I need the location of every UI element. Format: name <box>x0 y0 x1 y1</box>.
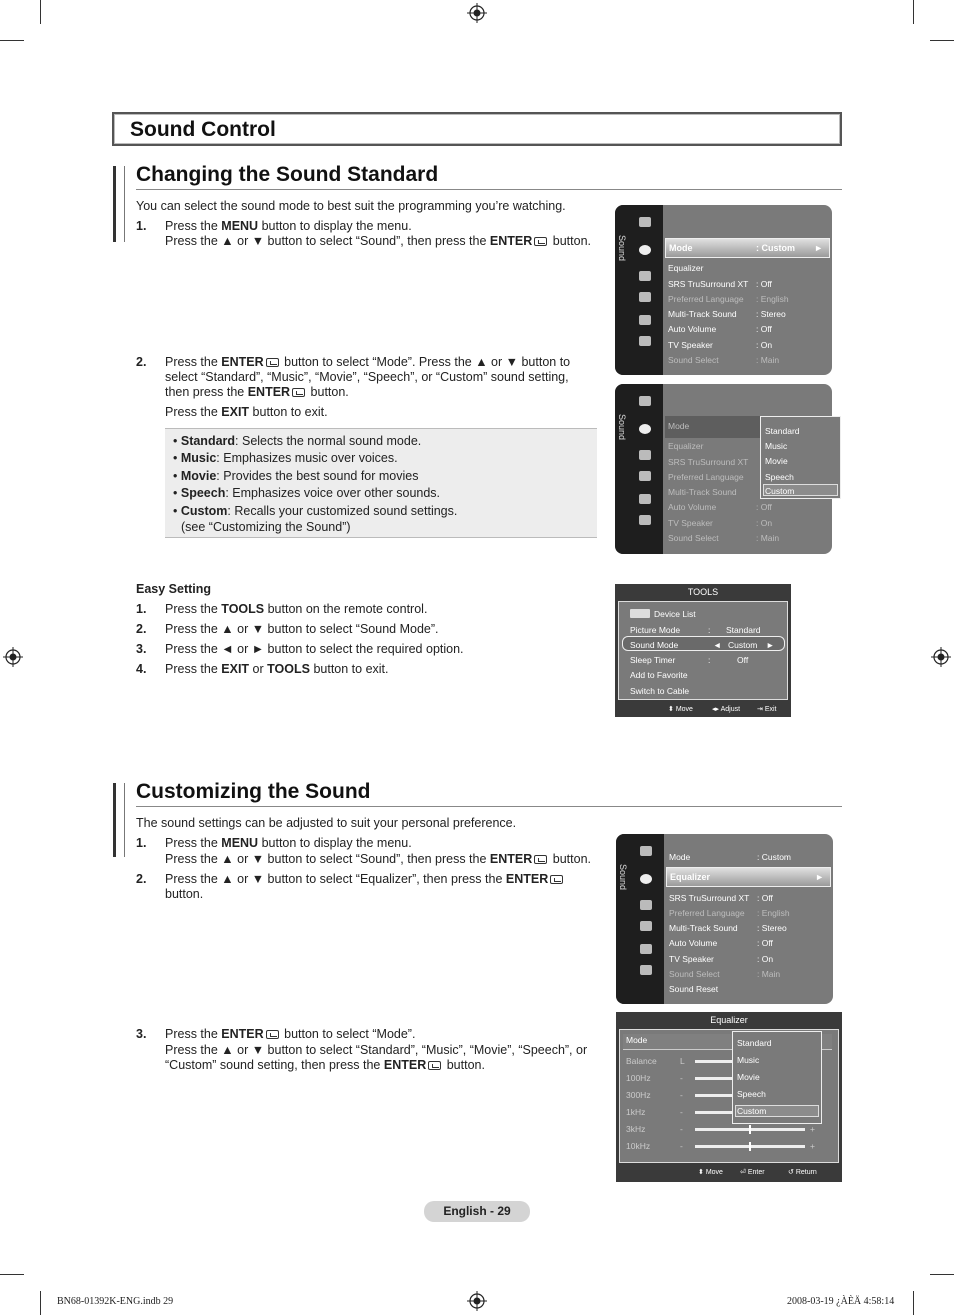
arrow-left-icon: ◄ <box>713 640 722 650</box>
footer-file: BN68-01392K-ENG.indb 29 <box>57 1296 174 1307</box>
menu-item: Multi-Track Sound <box>668 487 737 497</box>
crop-mark <box>0 1274 24 1275</box>
popup-option[interactable]: Movie <box>765 456 788 466</box>
popup-option[interactable]: Speech <box>765 472 794 482</box>
sec2-step3-line3: “Custom” sound setting, then press the ENTER button. <box>165 1058 485 1072</box>
anynet-logo-icon <box>630 609 650 618</box>
note-box <box>165 428 597 538</box>
crop-mark <box>913 1291 914 1315</box>
note-speech: • Speech: Emphasizes voice over other sounds. <box>173 486 441 500</box>
crop-mark <box>930 1274 954 1275</box>
easy-step-num: 4. <box>136 662 147 676</box>
eq-band-label[interactable]: 300Hz <box>626 1090 651 1100</box>
menu-item: Mode <box>668 421 690 431</box>
setup-icon <box>639 292 651 302</box>
sec1-rule <box>136 189 842 190</box>
sound-mode-popup <box>760 416 841 499</box>
sec1-step2-line2: select “Standard”, “Music”, “Movie”, “Speech”, or “Custom” sound setting, <box>165 370 569 384</box>
eq-band-start: L <box>680 1056 685 1066</box>
eq-band-label[interactable]: 1kHz <box>626 1107 646 1117</box>
enter-icon <box>428 1061 441 1070</box>
enter-icon <box>292 388 305 397</box>
note-music: • Music: Emphasizes music over voices. <box>173 451 398 465</box>
eq-mode-popup <box>732 1031 822 1124</box>
easy-step-num: 3. <box>136 642 147 656</box>
note-movie: • Movie: Provides the best sound for movies <box>173 469 419 483</box>
eq-band-label[interactable]: 100Hz <box>626 1073 651 1083</box>
menu-sidebar <box>615 384 663 554</box>
easy-step-num: 2. <box>136 622 147 636</box>
registration-mark-icon <box>467 3 487 23</box>
eq-band-start: - <box>680 1124 683 1134</box>
popup-option[interactable]: Standard <box>765 426 800 436</box>
note-standard: • Standard: Selects the normal sound mode. <box>173 434 422 448</box>
popup-option[interactable]: Movie <box>737 1072 760 1082</box>
application-icon <box>639 336 651 346</box>
registration-mark-icon <box>931 647 951 667</box>
input-icon <box>639 494 651 504</box>
menu-item[interactable]: Multi-Track Sound : Stereo <box>669 923 787 933</box>
menu-item[interactable]: Auto Volume : Off <box>668 324 772 334</box>
input-icon <box>640 944 652 954</box>
picture-icon <box>639 396 651 406</box>
sound-icon <box>640 874 652 884</box>
sec1-step1-num: 1. <box>136 219 147 233</box>
menu-sidebar <box>616 834 664 1004</box>
eq-band-end: + <box>810 1141 815 1151</box>
popup-option[interactable]: Music <box>737 1055 760 1065</box>
eq-move-hint: ⬍ Move <box>698 1169 723 1176</box>
eq-band-start: - <box>680 1090 683 1100</box>
sec2-step3-num: 3. <box>136 1027 147 1041</box>
tv-sound-menu-equalizer <box>616 834 833 1004</box>
eq-band-start: - <box>680 1141 683 1151</box>
enter-icon <box>534 855 547 864</box>
section-title-box <box>112 112 842 146</box>
menu-item[interactable]: SRS TruSurround XT : Off <box>668 279 772 289</box>
application-icon <box>639 515 651 525</box>
enter-icon <box>534 237 547 246</box>
menu-item: Preferred Language : English <box>669 908 790 918</box>
menu-item: TV Speaker : On <box>668 518 773 528</box>
easy-step-3: Press the ◄ or ► button to select the required option. <box>165 642 464 656</box>
crop-mark <box>40 1291 41 1315</box>
menu-item: Sound Select : Main <box>668 355 780 365</box>
arrow-right-icon: ► <box>814 243 823 253</box>
equalizer-title: Equalizer <box>710 1015 748 1025</box>
tools-picture-mode[interactable]: Picture Mode : Standard <box>630 625 761 635</box>
menu-item: Equalizer <box>668 441 704 451</box>
crop-mark <box>0 40 24 41</box>
sec1-step1-line2: Press the ▲ or ▼ button to select “Sound”, then press the ENTER button. <box>165 234 591 248</box>
setup-icon <box>639 471 651 481</box>
eq-enter-hint: ⏎ Enter <box>740 1169 765 1176</box>
menu-item[interactable]: TV Speaker : On <box>669 954 774 964</box>
tools-sound-mode[interactable]: Sound Mode ◄ Custom ► <box>630 640 775 650</box>
menu-item[interactable]: Equalizer <box>668 263 704 273</box>
eq-band-end: + <box>810 1124 815 1134</box>
footer-timestamp: 2008-03-19 ¿ÀÈÄ 4:58:14 <box>787 1296 895 1307</box>
menu-item: Sound Select : Main <box>669 969 781 979</box>
crop-mark <box>40 0 41 24</box>
arrow-right-icon: ► <box>766 640 775 650</box>
registration-mark-icon <box>467 1291 487 1311</box>
menu-item: Preferred Language : English <box>668 294 789 304</box>
enter-icon <box>550 875 563 884</box>
sec2-rule <box>136 806 842 807</box>
eq-band-label[interactable]: 3kHz <box>626 1124 646 1134</box>
menu-item[interactable]: Multi-Track Sound : Stereo <box>668 309 786 319</box>
menu-item[interactable]: SRS TruSurround XT : Off <box>669 893 773 903</box>
sec2-step3-line2: Press the ▲ or ▼ button to select “Standard”, “Music”, “Movie”, “Speech”, or <box>165 1043 588 1057</box>
picture-icon <box>639 217 651 227</box>
eq-band-start: - <box>680 1107 683 1117</box>
easy-step-num: 1. <box>136 602 147 616</box>
easy-step-4: Press the EXIT or TOOLS button to exit. <box>165 662 389 676</box>
menu-side-label: Sound <box>618 864 628 891</box>
tools-exit-hint: ⇥ Exit <box>757 706 777 713</box>
sec1-title: Changing the Sound Standard <box>136 163 439 186</box>
sec1-step2-line1: Press the ENTER button to select “Mode”. Press the ▲ or ▼ button to <box>165 355 571 369</box>
channel-icon <box>639 271 651 281</box>
menu-item-mode[interactable]: Mode : Custom ► <box>665 238 830 258</box>
menu-item[interactable]: TV Speaker : On <box>668 340 773 350</box>
enter-icon <box>266 358 279 367</box>
setup-icon <box>640 921 652 931</box>
channel-icon <box>639 450 651 460</box>
sec2-step2-line1: Press the ▲ or ▼ button to select “Equalizer”, then press the ENTER <box>165 872 565 887</box>
channel-icon <box>640 900 652 910</box>
tools-sleep-timer[interactable]: Sleep Timer : Off <box>630 655 749 665</box>
side-bar <box>113 783 116 857</box>
picture-icon <box>640 846 652 856</box>
eq-band-start: - <box>680 1073 683 1083</box>
note-custom-ref: (see “Customizing the Sound”) <box>181 520 351 534</box>
tools-move-hint: ⬍ Move <box>668 706 693 713</box>
eq-mode-label[interactable]: Mode <box>626 1035 648 1045</box>
section-title: Sound Control <box>130 118 276 141</box>
popup-option[interactable]: Speech <box>737 1089 766 1099</box>
menu-item-equalizer[interactable]: Equalizer ► <box>666 867 831 887</box>
sec2-step3-line1: Press the ENTER button to select “Mode”. <box>165 1027 416 1041</box>
menu-side-label: Sound <box>617 235 627 262</box>
input-icon <box>639 315 651 325</box>
sec1-step1-line1: Press the MENU button to display the menu. <box>165 219 412 233</box>
menu-side-label: Sound <box>617 414 627 441</box>
tools-switch-cable[interactable]: Switch to Cable <box>630 686 690 696</box>
eq-band-knob[interactable] <box>749 1125 751 1134</box>
menu-item: Auto Volume : Off <box>668 502 772 512</box>
sec2-step2-num: 2. <box>136 872 147 886</box>
menu-item: Preferred Language <box>668 472 744 482</box>
sec1-intro: You can select the sound mode to best suit the programming you’re watching. <box>136 199 566 213</box>
popup-option[interactable]: Standard <box>737 1038 772 1048</box>
menu-item[interactable]: Sound Reset <box>669 984 719 994</box>
menu-item[interactable]: Mode : Custom <box>669 852 792 862</box>
side-bar <box>124 783 125 857</box>
sec2-intro: The sound settings can be adjusted to suit your personal preference. <box>136 816 517 830</box>
sec1-step2-num: 2. <box>136 355 147 369</box>
tools-title: TOOLS <box>687 587 719 597</box>
eq-band-knob[interactable] <box>749 1142 751 1151</box>
menu-sidebar <box>615 205 663 375</box>
tools-adjust-hint: ◂▸ Adjust <box>712 706 741 713</box>
crop-mark <box>913 0 914 24</box>
sec2-step1-line1: Press the MENU button to display the menu. <box>165 836 412 850</box>
registration-mark-icon <box>3 647 23 667</box>
page-number-badge: English - 29 <box>424 1201 530 1222</box>
tools-add-favorite[interactable]: Add to Favorite <box>630 670 688 680</box>
arrow-right-icon: ► <box>815 872 824 882</box>
menu-item[interactable]: Auto Volume : Off <box>669 938 773 948</box>
sec1-step2-line3: then press the ENTER button. <box>165 385 349 399</box>
easy-step-1: Press the TOOLS button on the remote control. <box>165 602 428 616</box>
side-bar <box>124 166 125 242</box>
menu-item: SRS TruSurround XT <box>668 457 749 467</box>
note-custom: • Custom: Recalls your customized sound settings. <box>173 504 458 518</box>
popup-option[interactable]: Music <box>765 441 788 451</box>
sec2-title: Customizing the Sound <box>136 780 371 803</box>
sec1-step2-line4: Press the EXIT button to exit. <box>165 405 328 419</box>
popup-option[interactable]: Custom <box>765 486 795 496</box>
sound-icon <box>639 245 651 255</box>
tools-list <box>618 601 788 700</box>
application-icon <box>640 965 652 975</box>
tools-device-list[interactable]: Device List <box>654 609 696 619</box>
eq-return-hint: ↺ Return <box>788 1169 817 1176</box>
eq-band-label[interactable]: 10kHz <box>626 1141 651 1151</box>
easy-step-2: Press the ▲ or ▼ button to select “Sound Mode”. <box>165 622 439 636</box>
sound-icon <box>639 424 651 434</box>
tools-panel <box>615 584 791 717</box>
side-bar <box>113 166 116 242</box>
popup-option[interactable]: Custom <box>737 1106 767 1116</box>
eq-band-label[interactable]: Balance <box>626 1056 657 1066</box>
easy-setting-title: Easy Setting <box>136 582 212 596</box>
enter-icon <box>266 1030 279 1039</box>
sec2-step2-line2: button. <box>165 887 204 901</box>
menu-item: Sound Select : Main <box>668 533 780 543</box>
tv-sound-menu <box>615 205 832 375</box>
crop-mark <box>930 40 954 41</box>
sec2-step1-line2: Press the ▲ or ▼ button to select “Sound”, then press the ENTER button. <box>165 852 591 866</box>
sec2-step1-num: 1. <box>136 836 147 850</box>
